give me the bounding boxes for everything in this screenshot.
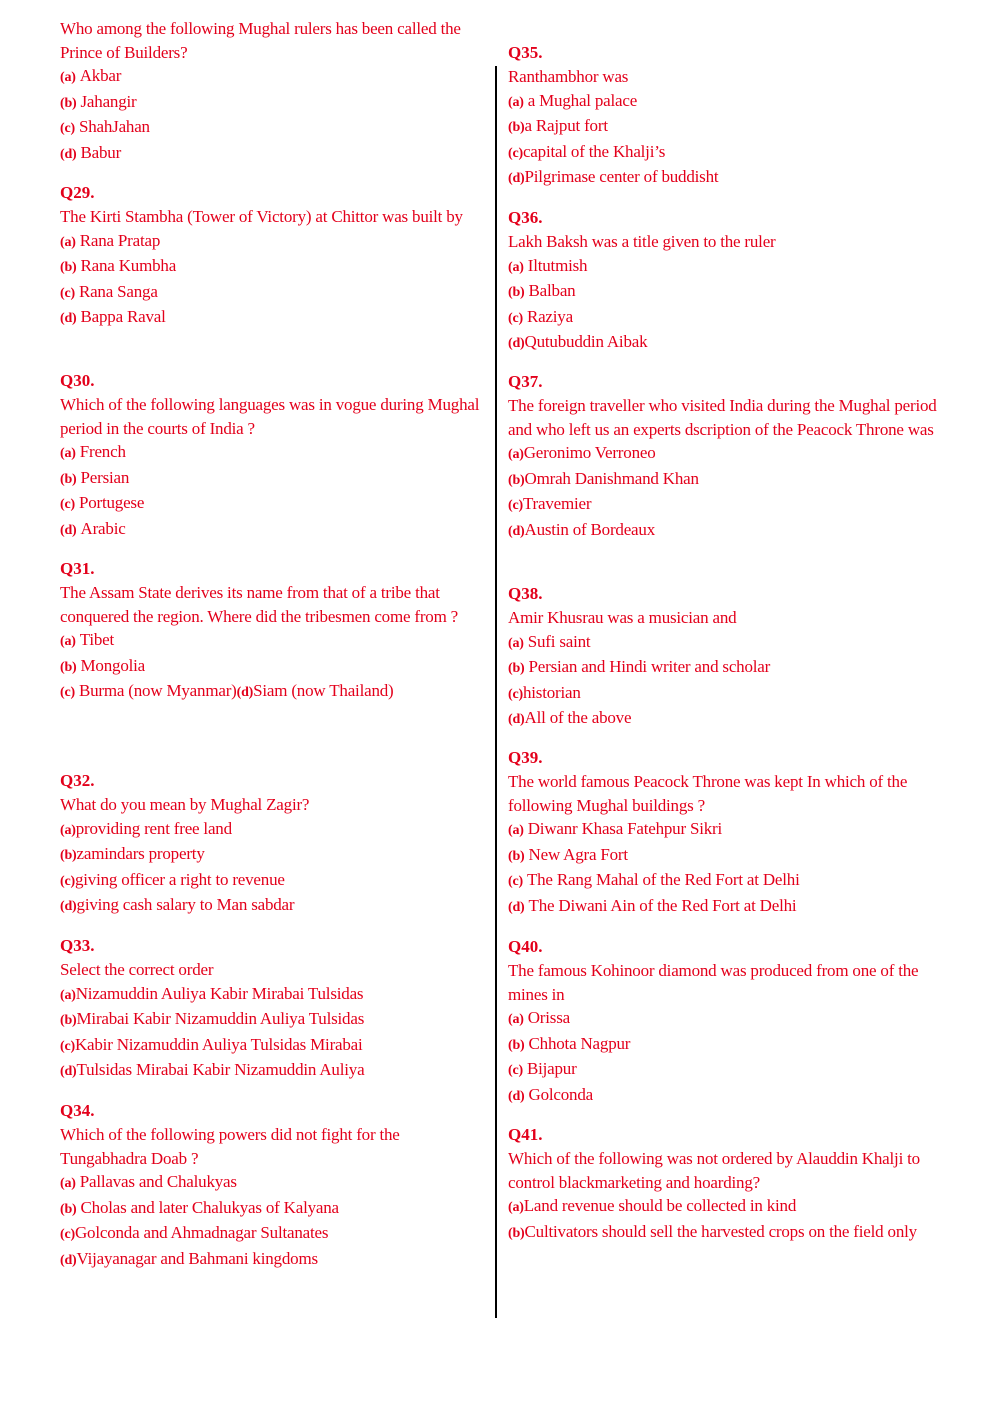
option-label: (c) bbox=[508, 145, 523, 161]
question-block bbox=[508, 206, 938, 356]
option-text: giving cash salary to Man sabdar bbox=[76, 895, 295, 914]
option-text: Pilgrimase center of buddisht bbox=[524, 167, 719, 186]
answer-option bbox=[60, 305, 485, 331]
answer-option bbox=[60, 1007, 485, 1033]
option-text: Cultivators should sell the harvested crops on the field only bbox=[524, 1221, 917, 1241]
option-text: Mongolia bbox=[80, 655, 146, 675]
answer-option bbox=[508, 706, 938, 732]
question-number: Q40. bbox=[508, 937, 543, 956]
answer-option bbox=[508, 492, 938, 518]
answer-option bbox=[508, 254, 938, 280]
option-label: (d) bbox=[508, 523, 525, 539]
option-text: Persian bbox=[80, 467, 130, 487]
option-label: (b) bbox=[508, 848, 525, 864]
option-label: (a) bbox=[60, 70, 76, 85]
question-text: What do you mean by Mughal Zagir? bbox=[60, 795, 310, 814]
option-text: Kabir Nizamuddin Auliya Tulsidas Mirabai bbox=[74, 1034, 363, 1054]
question-text: Lakh Baksh was a title given to the ruler bbox=[508, 232, 776, 251]
option-text: Tibet bbox=[79, 630, 115, 649]
question-text: Amir Khusrau was a musician and bbox=[508, 608, 737, 627]
option-label: (c) bbox=[60, 685, 75, 700]
option-label: (c) bbox=[508, 874, 523, 889]
option-text: a Rajput fort bbox=[524, 116, 608, 135]
option-label: (a) bbox=[508, 259, 524, 275]
option-text: Golconda bbox=[528, 1084, 594, 1104]
option-label: (a) bbox=[508, 1012, 524, 1027]
option-label: (c) bbox=[60, 1038, 75, 1054]
option-text: providing rent free land bbox=[75, 818, 232, 838]
option-label: (b) bbox=[508, 285, 525, 300]
option-label: (c) bbox=[60, 1227, 75, 1242]
option-text: Burma (now Myanmar) bbox=[78, 681, 237, 700]
answer-option bbox=[60, 1033, 485, 1059]
answer-option bbox=[60, 1221, 485, 1247]
option-label: (d) bbox=[508, 171, 525, 186]
question-text: The Assam State derives its name from that of a tribe that conquered the region. Where did the tribesmen come from ? bbox=[60, 583, 459, 626]
answer-option bbox=[60, 628, 485, 654]
option-label: (c) bbox=[508, 310, 523, 326]
option-label: (b) bbox=[60, 471, 77, 487]
option-label: (a) bbox=[60, 1176, 76, 1191]
option-label: (c) bbox=[60, 121, 75, 136]
option-label: (a) bbox=[508, 447, 524, 462]
answer-option bbox=[60, 440, 485, 466]
answer-option bbox=[508, 1057, 938, 1083]
answer-option bbox=[508, 843, 938, 869]
answer-option bbox=[508, 1083, 938, 1109]
option-text: Nizamuddin Auliya Kabir Mirabai Tulsidas bbox=[75, 983, 364, 1003]
question-block bbox=[60, 1099, 485, 1272]
answer-option bbox=[508, 868, 938, 894]
option-text: zamindars property bbox=[76, 844, 205, 863]
answer-option bbox=[508, 518, 938, 544]
question-block bbox=[60, 369, 485, 542]
answer-option bbox=[60, 466, 485, 492]
option-label: (b) bbox=[508, 472, 525, 488]
option-label: (d) bbox=[60, 1252, 77, 1268]
option-text: Travemier bbox=[522, 494, 592, 513]
question-block bbox=[60, 181, 485, 331]
option-text: Iltutmish bbox=[527, 255, 588, 275]
option-text: Cholas and later Chalukyas of Kalyana bbox=[80, 1197, 339, 1217]
option-text: Portugese bbox=[78, 493, 145, 512]
answer-option bbox=[60, 517, 485, 543]
option-text: Austin of Bordeaux bbox=[524, 519, 656, 539]
question-text: Which of the following was not ordered by Alauddin Khalji to control blackmarketing and hoarding? bbox=[508, 1149, 920, 1192]
question-number: Q39. bbox=[508, 748, 543, 767]
answer-option bbox=[508, 1032, 938, 1058]
question-block bbox=[508, 1123, 938, 1245]
option-text: Diwanr Khasa Fatehpur Sikri bbox=[527, 819, 723, 838]
question-text: The Kirti Stambha (Tower of Victory) at Chittor was built by bbox=[60, 207, 463, 226]
question-block bbox=[60, 17, 485, 166]
option-text: Land revenue should be collected in kind bbox=[523, 1196, 797, 1215]
option-label: (d) bbox=[508, 336, 525, 351]
answer-option bbox=[508, 1194, 938, 1220]
answer-option bbox=[60, 64, 485, 90]
answer-option bbox=[60, 90, 485, 116]
option-text: Babur bbox=[80, 142, 122, 162]
question-number: Q34. bbox=[60, 1101, 95, 1120]
option-label: (a) bbox=[60, 446, 76, 461]
option-text: Siam (now Thailand) bbox=[253, 681, 394, 700]
answer-option bbox=[508, 305, 938, 331]
question-block bbox=[60, 557, 485, 705]
question-text: Who among the following Mughal rulers has been called the Prince of Builders? bbox=[60, 19, 461, 62]
option-label: (b) bbox=[60, 659, 77, 675]
question-number: Q36. bbox=[508, 208, 543, 227]
option-text: Vijayanagar and Bahmani kingdoms bbox=[76, 1248, 318, 1268]
question-block bbox=[60, 769, 485, 919]
option-text: historian bbox=[522, 682, 581, 702]
option-text: Rana Kumbha bbox=[80, 256, 177, 275]
option-label: (b) bbox=[508, 661, 525, 676]
option-label: (a) bbox=[60, 634, 76, 649]
option-label: (a) bbox=[508, 635, 524, 651]
answer-option bbox=[60, 280, 485, 306]
option-text: Omrah Danishmand Khan bbox=[524, 468, 699, 488]
question-number: Q30. bbox=[60, 371, 95, 390]
question-text: Ranthambhor was bbox=[508, 67, 629, 86]
option-label: (d) bbox=[60, 311, 77, 326]
question-text: Which of the following languages was in vogue during Mughal period in the courts of India ? bbox=[60, 395, 480, 438]
option-text: capital of the Khalji’s bbox=[522, 141, 666, 161]
option-label: (a) bbox=[60, 822, 76, 838]
option-label: (b) bbox=[60, 260, 77, 275]
option-text: Mirabai Kabir Nizamuddin Auliya Tulsidas bbox=[76, 1009, 365, 1028]
option-text: Tulsidas Mirabai Kabir Nizamuddin Auliya bbox=[76, 1060, 365, 1079]
question-number: Q37. bbox=[508, 372, 543, 391]
option-label: (a) bbox=[508, 94, 524, 110]
option-label: (d) bbox=[508, 899, 525, 915]
answer-option bbox=[508, 817, 938, 843]
option-text: The Rang Mahal of the Red Fort at Delhi bbox=[526, 870, 800, 889]
option-label: (d) bbox=[508, 1088, 525, 1104]
answer-option bbox=[60, 1058, 485, 1084]
question-number: Q32. bbox=[60, 771, 95, 790]
option-label: (b) bbox=[60, 848, 77, 863]
answer-option bbox=[508, 655, 938, 681]
option-label: (c) bbox=[508, 498, 523, 513]
question-block bbox=[508, 370, 938, 543]
option-label: (c) bbox=[508, 1063, 523, 1078]
option-label: (d) bbox=[236, 685, 254, 700]
answer-option bbox=[60, 1170, 485, 1196]
answer-option bbox=[60, 654, 485, 680]
answer-option bbox=[60, 491, 485, 517]
option-text: giving officer a right to revenue bbox=[74, 869, 285, 889]
option-text: Persian and Hindi writer and scholar bbox=[528, 657, 771, 676]
option-text: Sufi saint bbox=[527, 631, 591, 651]
question-block bbox=[508, 582, 938, 732]
option-text: Bijapur bbox=[526, 1059, 577, 1078]
question-text: The world famous Peacock Throne was kept In which of the following Mughal buildings ? bbox=[508, 772, 908, 815]
answer-option bbox=[508, 89, 938, 115]
option-label: (b) bbox=[508, 1037, 525, 1053]
option-label: (a) bbox=[508, 1200, 524, 1215]
option-text: The Diwani Ain of the Red Fort at Delhi bbox=[528, 895, 797, 915]
option-label: (c) bbox=[60, 285, 75, 301]
option-label: (d) bbox=[60, 1064, 77, 1079]
answer-option bbox=[508, 1220, 938, 1246]
option-label: (b) bbox=[60, 95, 77, 111]
option-label: (a) bbox=[508, 823, 524, 838]
answer-option bbox=[60, 229, 485, 255]
option-label: (a) bbox=[60, 987, 76, 1003]
option-text: Rana Sanga bbox=[78, 281, 158, 301]
answer-option bbox=[60, 982, 485, 1008]
question-number: Q29. bbox=[60, 183, 95, 202]
option-text: Qutubuddin Aibak bbox=[524, 332, 648, 351]
answer-option bbox=[60, 893, 485, 919]
answer-option bbox=[508, 165, 938, 191]
column-divider bbox=[495, 66, 497, 1318]
option-text: Akbar bbox=[79, 66, 122, 85]
question-number: Q31. bbox=[60, 559, 95, 578]
answer-option bbox=[508, 1006, 938, 1032]
option-text: Arabic bbox=[80, 518, 126, 538]
option-label: (b) bbox=[60, 1013, 77, 1028]
option-label: (c) bbox=[508, 686, 523, 702]
answer-option bbox=[60, 868, 485, 894]
option-label: (d) bbox=[60, 146, 77, 162]
answer-option bbox=[60, 1196, 485, 1222]
option-label: (a) bbox=[60, 234, 76, 250]
option-text: Pallavas and Chalukyas bbox=[79, 1172, 237, 1191]
answer-option bbox=[60, 254, 485, 280]
option-label: (d) bbox=[508, 712, 525, 727]
option-label: (b) bbox=[508, 1225, 525, 1241]
answer-option bbox=[60, 141, 485, 167]
question-text: Which of the following powers did not fight for the Tungabhadra Doab ? bbox=[60, 1125, 400, 1168]
answer-option bbox=[60, 817, 485, 843]
answer-option bbox=[508, 279, 938, 305]
question-block bbox=[508, 935, 938, 1108]
option-text: Chhota Nagpur bbox=[528, 1033, 631, 1053]
answer-option bbox=[60, 115, 485, 141]
question-number: Q33. bbox=[60, 936, 95, 955]
answer-option bbox=[508, 140, 938, 166]
answer-option bbox=[508, 894, 938, 920]
option-label: (d) bbox=[60, 522, 77, 538]
question-number: Q38. bbox=[508, 584, 543, 603]
question-text: Select the correct order bbox=[60, 960, 214, 979]
answer-option bbox=[60, 1247, 485, 1273]
option-text: Orissa bbox=[527, 1008, 570, 1027]
answer-option bbox=[508, 330, 938, 356]
option-text: Geronimo Verroneo bbox=[523, 443, 656, 462]
option-text: Raziya bbox=[526, 306, 573, 326]
option-label: (c) bbox=[60, 497, 75, 512]
answer-option bbox=[508, 441, 938, 467]
option-text: Balban bbox=[528, 281, 576, 300]
option-label: (d) bbox=[60, 899, 77, 914]
question-block bbox=[508, 746, 938, 919]
option-text: French bbox=[79, 442, 126, 461]
option-label: (b) bbox=[508, 120, 525, 135]
question-text: The foreign traveller who visited India during the Mughal period and who left us an experts dscription of the Peacock Throne was bbox=[508, 396, 937, 439]
question-text: The famous Kohinoor diamond was produced from one of the mines in bbox=[508, 961, 919, 1004]
answer-option bbox=[60, 679, 485, 705]
question-number: Q41. bbox=[508, 1125, 543, 1144]
option-text: Bappa Raval bbox=[80, 307, 166, 326]
option-label: (c) bbox=[60, 873, 75, 889]
answer-option bbox=[60, 842, 485, 868]
option-text: Golconda and Ahmadnagar Sultanates bbox=[74, 1223, 329, 1242]
option-text: All of the above bbox=[524, 708, 632, 727]
answer-option bbox=[508, 630, 938, 656]
answer-option bbox=[508, 467, 938, 493]
option-text: New Agra Fort bbox=[528, 844, 628, 864]
option-label: (b) bbox=[60, 1201, 77, 1217]
question-block bbox=[60, 934, 485, 1084]
answer-option bbox=[508, 114, 938, 140]
option-text: ShahJahan bbox=[78, 117, 150, 136]
question-block bbox=[508, 41, 938, 191]
option-text: Rana Pratap bbox=[79, 230, 161, 250]
option-text: a Mughal palace bbox=[527, 90, 638, 110]
option-text: Jahangir bbox=[80, 91, 137, 111]
answer-option bbox=[508, 681, 938, 707]
question-number: Q35. bbox=[508, 43, 543, 62]
